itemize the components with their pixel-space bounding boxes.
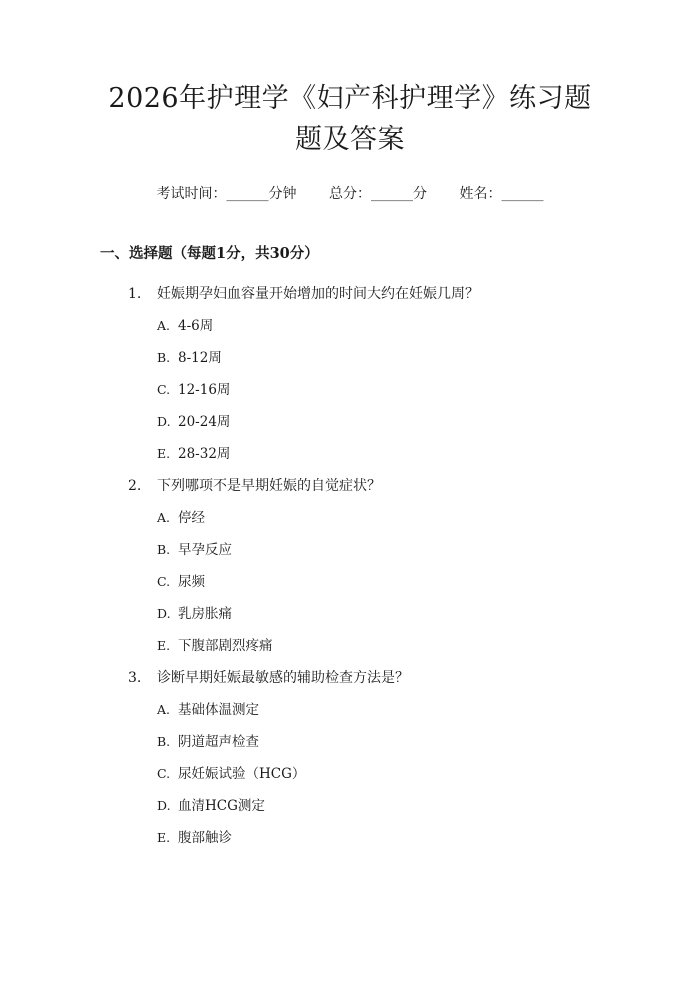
name-field: 姓名：______: [459, 186, 544, 202]
option-a: [100, 700, 600, 720]
option-letter: D.: [157, 414, 171, 429]
question-3: [100, 668, 600, 848]
section-heading: 一、选择题（每题1分，共30分）: [100, 245, 319, 262]
option-text: 血清HCG测定: [178, 798, 265, 814]
document-page: [0, 78, 700, 983]
document-title: 2026年护理学《妇产科护理学》练习题题及答案: [108, 83, 592, 155]
option-letter: B.: [157, 350, 171, 365]
option-d: [100, 604, 600, 624]
option-b: [100, 348, 600, 368]
question-number: 3.: [128, 670, 142, 686]
question-text: 妊娠期孕妇血容量开始增加的时间大约在妊娠几周？: [157, 286, 479, 302]
option-letter: B.: [157, 734, 171, 749]
option-b: [100, 540, 600, 560]
exam-meta: [100, 184, 600, 204]
option-text: 8-12周: [178, 350, 222, 366]
question-2: [100, 476, 600, 656]
option-text: 下腹部剧烈疼痛: [178, 638, 273, 654]
option-text: 28-32周: [178, 446, 231, 462]
option-text: 停经: [178, 510, 205, 526]
option-text: 腹部触诊: [178, 830, 232, 846]
option-letter: C.: [157, 574, 171, 589]
option-e: [100, 828, 600, 848]
option-text: 12-16周: [178, 382, 231, 398]
option-text: 早孕反应: [178, 542, 232, 558]
option-text: 尿妊娠试验（HCG）: [178, 766, 306, 782]
option-letter: A.: [157, 318, 171, 333]
question-1: [100, 284, 600, 464]
option-letter: C.: [157, 382, 171, 397]
option-text: 乳房胀痛: [178, 606, 232, 622]
option-letter: A.: [157, 510, 171, 525]
total-score-field: 总分：______分: [329, 186, 427, 202]
option-d: [100, 796, 600, 816]
question-number: 1.: [128, 286, 142, 302]
option-c: [100, 572, 600, 592]
option-e: [100, 444, 600, 464]
question-number: 2.: [128, 478, 142, 494]
question-text: 诊断早期妊娠最敏感的辅助检查方法是？: [157, 670, 409, 686]
question-stem: [100, 476, 600, 496]
question-stem: [100, 284, 600, 304]
option-letter: E.: [157, 830, 171, 845]
option-letter: D.: [157, 606, 171, 621]
option-letter: E.: [157, 446, 171, 461]
option-list: [100, 316, 600, 464]
question-text: 下列哪项不是早期妊娠的自觉症状？: [157, 478, 381, 494]
option-c: [100, 380, 600, 400]
option-a: [100, 316, 600, 336]
exam-time-field: 考试时间：______分钟: [156, 186, 297, 202]
option-a: [100, 508, 600, 528]
option-letter: B.: [157, 542, 171, 557]
option-letter: A.: [157, 702, 171, 717]
option-letter: E.: [157, 638, 171, 653]
option-text: 20-24周: [178, 414, 231, 430]
option-text: 4-6周: [178, 318, 214, 334]
option-c: [100, 764, 600, 784]
question-stem: [100, 668, 600, 688]
option-list: [100, 508, 600, 656]
option-b: [100, 732, 600, 752]
option-letter: D.: [157, 798, 171, 813]
option-text: 阴道超声检查: [178, 734, 259, 750]
option-text: 尿频: [178, 574, 205, 590]
question-list: [100, 284, 600, 848]
option-list: [100, 700, 600, 848]
option-letter: C.: [157, 766, 171, 781]
option-e: [100, 636, 600, 656]
option-text: 基础体温测定: [178, 702, 259, 718]
option-d: [100, 412, 600, 432]
